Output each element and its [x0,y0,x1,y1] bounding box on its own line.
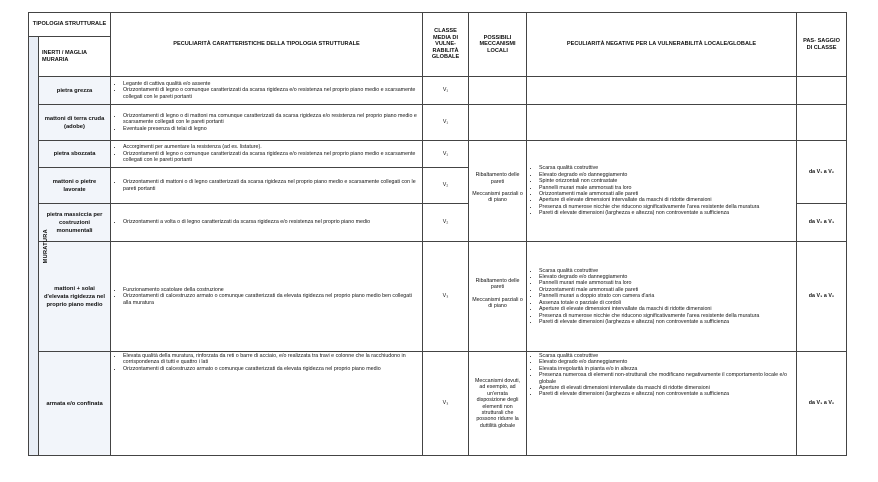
header-row-1 [29,13,847,37]
features-cell [111,352,423,456]
feature-item: • Legante di cattiva qualità e/o assente [123,81,419,87]
material-name: mattoni + solai d'elevata rigidezza nel proprio piano medio [39,242,111,352]
table-row [29,105,847,141]
neg-item: • Aperture di elevate dimensioni intervallate da maschi di ridotte dimensioni [539,306,793,312]
neg-cell [527,352,797,456]
header-inerti: INERTI / MAGLIA MURARIA [39,37,111,77]
classe-value: V₃ [423,242,469,352]
header-passaggio: PAS- SAGGIO DI CLASSE [797,13,847,77]
neg-item: • Orizzontamenti male ammorsati alle pareti [539,191,793,197]
neg-item: • Scarsa qualità costruttive [539,353,793,359]
classe-value: V₃ [423,352,469,456]
feature-item: • Orizzontamenti di calcestruzzo armato o comunque caratterizzati da elevata rigidezza nel proprio piano medio [123,366,419,372]
table-row [29,77,847,105]
table-row [29,352,847,456]
group-label-muratura: MURATURA [29,37,39,456]
features-cell [111,168,423,204]
mech-shared-parziali: Meccanismi parziali o di piano [472,191,523,204]
neg-cell [527,242,797,352]
feature-item: • Orizzontamenti di legno o di mattoni ma comunque caratterizzati da scarsa rigidezza e/o resistenza nel proprio piano medio e scarsamente collegati con le pareti portanti [123,113,419,126]
feature-item: • Orizzontamenti di legno o comunque caratterizzati da scarsa rigidezza e/o resistenza nel proprio piano medio e scarsamente collegati con le pareti portanti [123,151,419,164]
mech-item: Ribaltamento delle pareti [475,277,520,291]
neg-item: • Aperture di elevati dimensioni intervallate da maschi di ridotte dimensioni [539,385,793,391]
features-cell [111,204,423,242]
feature-item: • Funzionamento scatolare della costruzione [123,287,419,293]
material-name: pietra massiccia per costruzioni monumentali [39,204,111,242]
material-name: mattoni o pietre lavorate [39,168,111,204]
feature-item: • Orizzontamenti di calcestruzzo armato o comunque caratterizzati da elevata rigidezza nel proprio piano medio ben collegati alla muratura [123,293,419,306]
material-name: pietra grezza [39,77,111,105]
pass-value: da V₃ a V₂ [797,352,847,456]
neg-item: • Pannelli murari male ammorsati tra loro [539,280,793,286]
classe-value: V₂ [423,204,469,242]
neg-shared-cell [527,141,797,242]
pass-shared-b: da V₂ a V₃ [797,204,847,242]
mech-cell [469,352,527,456]
feature-item: • Accorgimenti per aumentare la resistenza (ad es. listature). [123,144,419,150]
mech-empty [469,77,527,105]
feature-item: • Orizzontamenti a volta o di legno caratterizzati da scarsa rigidezza e/o resistenza nel proprio piano medio [123,219,419,225]
features-cell [111,242,423,352]
neg-item: • Presenza numerosa di elementi non-strutturali che modificano negativamente il comportamento locale e/o globale [539,372,793,385]
neg-item: • Aperture di elevate dimensioni intervallate da maschi di ridotte dimensioni [539,197,793,203]
neg-item: • Scarsa qualità costruttive [539,268,793,274]
material-name: armata e/o confinata [39,352,111,456]
neg-item: • Pannelli murari a doppio strato con camera d'aria [539,293,793,299]
table-row [29,141,847,168]
header-negative: PECULIARITÀ NEGATIVE PER LA VULNERABILITÀ LOCALE/GLOBALE [527,13,797,77]
features-cell [111,77,423,105]
neg-item: • Pareti di elevate dimensioni (larghezza e altezza) non controventate a sufficienza [539,391,793,397]
neg-item: • Assenza totale o parziale di cordoli [539,300,793,306]
features-cell [111,105,423,141]
neg-item: • Pannelli murari male ammorsati tra loro [539,185,793,191]
mech-cell [469,242,527,352]
neg-empty [527,105,797,141]
header-tipologia: TIPOLOGIA STRUTTURALE [29,13,111,37]
features-cell [111,141,423,168]
table-row [29,242,847,352]
neg-empty [527,77,797,105]
mech-shared-ribaltamento: Ribaltamento delle pareti [475,172,520,185]
neg-item: • Elevato degrado e/o danneggiamento [539,274,793,280]
feature-item: • Orizzontamenti di mattoni o di legno caratterizzati da scarsa rigidezza nel proprio piano medio e scarsamente collegati con le pareti portanti [123,179,419,192]
feature-item: • Elevata qualità della muratura, rinforzata da reti o barre di acciaio, e/o realizzata tra travi e colonne che la racchiudono in corrispondenza di tutti e quattro i lati [123,353,419,366]
neg-item: • Spinte orizzontali non contrastate [539,178,793,184]
neg-item: • Pareti di elevate dimensioni (larghezza e altezza) non controventate a sufficienza [539,210,793,216]
feature-item: • Orizzontamenti di legno o comunque caratterizzati da scarsa rigidezza e/o resistenza nel proprio piano medio e scarsamente collegati con le pareti portanti [123,87,419,100]
neg-item: • Elevata irregolarità in pianta e/o in altezza [539,366,793,372]
material-name: mattoni di terra cruda (adobe) [39,105,111,141]
pass-shared-a: da V₁ a V₂ [797,141,847,204]
mech-empty [469,105,527,141]
feature-item: • Eventuale presenza di telai di legno [123,126,419,132]
classification-table-container [28,12,846,456]
classe-value: V₁ [423,77,469,105]
mech-item: Meccanismi parziali o di piano [472,296,523,309]
mech-item: Meccanismi dovuti, ad esempio, ad un'errata disposizione degli elementi non strutturali che possono ridurre la duttilità globale [474,377,521,429]
header-classe: CLASSE MEDIA DI VULNE- RABILITÀ GLOBALE [423,13,469,77]
classe-value: V₂ [423,168,469,204]
pass-empty [797,105,847,141]
neg-item: • Presenza di numerose nicchie che riducono significativamente l'area resistente della muratura [539,313,793,319]
neg-item: • Elevato degrado e/o danneggiamento [539,172,793,178]
neg-item: • Elevato degrado e/o danneggiamento [539,359,793,365]
pass-value: da V₃ a V₂ [797,242,847,352]
classe-value: V₁ [423,141,469,168]
header-meccanismi: POSSIBILI MECCANISMI LOCALI [469,13,527,77]
neg-item: • Orizzontamenti male ammorsati alle pareti [539,287,793,293]
classe-value: V₁ [423,105,469,141]
pass-empty [797,77,847,105]
mech-shared-cell [469,141,527,242]
neg-item: • Scarsa qualità costruttive [539,165,793,171]
neg-item: • Presenza di numerose nicchie che riducono significativamente l'area resistente della muratura [539,204,793,210]
header-peculiarita: PECULIARITÀ CARATTERISTICHE DELLA TIPOLOGIA STRUTTURALE [111,13,423,77]
material-name: pietra sbozzata [39,141,111,168]
vulnerability-table [28,12,847,456]
neg-item: • Pareti di elevate dimensioni (larghezza e altezza) non controventate a sufficienza [539,319,793,325]
